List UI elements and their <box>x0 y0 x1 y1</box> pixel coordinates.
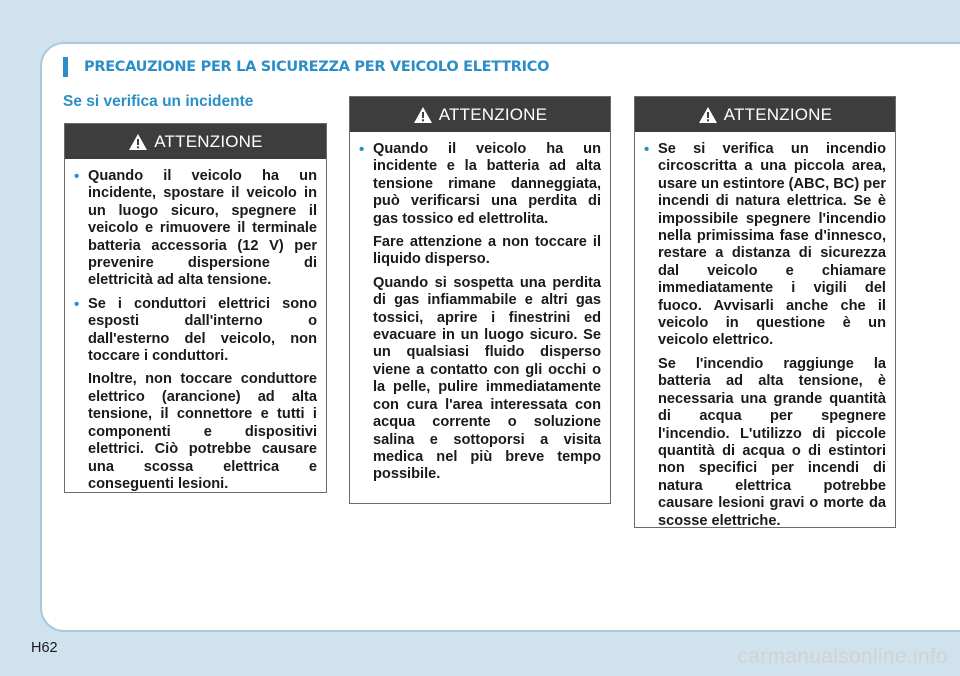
warning-header <box>635 97 895 132</box>
warning-box-3 <box>634 96 896 528</box>
continuation-paragraph: Se l'incendio raggiunge la batteria ad alta tensione, è necessaria una grande quantità di acqua per spegnere l'incendio. L'utilizzo di piccole quantità di acqua o di estintori non specifici per incendi di natura elettrica potrebbe causare lesioni gravi o morte da scosse elettriche. <box>658 355 886 529</box>
warning-heading: ATTENZIONE <box>438 104 548 124</box>
bullet-icon: • <box>359 141 365 158</box>
warning-heading: ATTENZIONE <box>723 104 833 124</box>
bullet-item <box>358 141 601 228</box>
continuation-paragraph: Quando si sospetta una perdita di gas infiammabile e altri gas tossici, aprire i finestrini ed evacuare in un luogo sicuro. Se un qualsiasi fluido disperso viene a contatto con gli occhi o la pelle, pulire immediatamente con cura l'area interessata con acqua corrente o soluzione salina e sottoporsi a visita medica nel più breve tempo possibile. <box>373 274 601 483</box>
bullet-text: Quando il veicolo ha un incidente, spostare il veicolo in un luogo sicuro, spegnere il veicolo e rimuovere il terminale batteria accessoria (12 V) per prevenire dispersione di elettricità ad alta tensione. <box>88 168 317 289</box>
warning-header <box>350 97 610 132</box>
bullet-text: Quando il veicolo ha un incidente e la batteria ad alta tensione rimane danneggiata, può verificarsi una perdita di gas tossico ed elettrolita. <box>373 141 601 227</box>
warning-header <box>65 124 326 159</box>
watermark: carmanualsonline.info <box>737 645 948 668</box>
bullet-item <box>643 141 886 350</box>
warning-box-1 <box>64 123 327 493</box>
warning-triangle-icon <box>698 106 718 124</box>
warning-triangle-icon <box>413 106 433 124</box>
section-header <box>63 57 549 77</box>
warning-box-2 <box>349 96 611 504</box>
continuation-paragraph: Fare attenzione a non toccare il liquido disperso. <box>373 234 601 268</box>
subheading: Se si verifica un incidente <box>63 93 254 110</box>
bullet-text: Se si verifica un incendio circoscritta a una piccola area, usare un estintore (ABC, BC) per incendi di natura elettrica. Se è impossibile spegnere l'incendio nella primissima fase d'innesco, restare a distanza di sicurezza dal veicolo e chiamare immediatamente i vigili del fuoco. Avvisarli anche che il veicolo in questione è un veicolo elettrico. <box>658 141 886 349</box>
bullet-icon: • <box>74 295 80 313</box>
warning-body <box>350 132 610 484</box>
bullet-item <box>73 168 317 290</box>
section-title: PRECAUZIONE PER LA SICUREZZA PER VEICOLO ELETTRICO <box>84 59 550 75</box>
warning-body <box>635 132 895 530</box>
continuation-paragraph: Inoltre, non toccare conduttore elettrico (arancione) ad alta tensione, il connettore e tutti i componenti e dispositivi elettrici. Ciò potrebbe causare una scossa elettrica e conseguenti lesioni. <box>88 371 317 492</box>
section-accent-bar <box>63 57 68 77</box>
page-number: H62 <box>31 640 58 656</box>
warning-heading: ATTENZIONE <box>154 131 263 151</box>
warning-triangle-icon <box>128 133 148 151</box>
warning-body <box>65 159 326 493</box>
bullet-icon: • <box>74 168 80 185</box>
bullet-text: Se i conduttori elettrici sono esposti dall'interno o dall'esterno del veicolo, non toccare i conduttori. <box>88 295 317 365</box>
bullet-icon: • <box>644 141 650 158</box>
bullet-item <box>73 296 317 366</box>
